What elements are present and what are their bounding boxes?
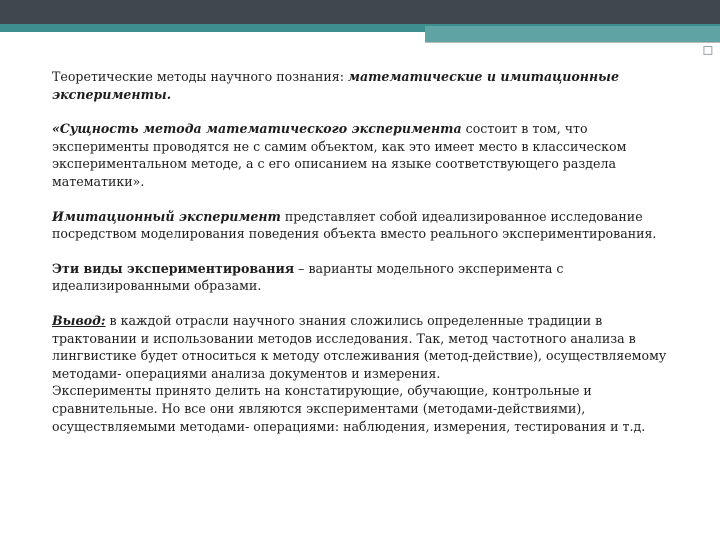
paragraph-experiment-types	[52, 260, 682, 295]
classification-text: Эксперименты принято делить на констатирующие, обучающие, контрольные и сравнительные. Но все они являются экспериментами (методами-действиями), осуществляемыми методами- операциями: наблюдения, измерения, тестирования и т.д.	[52, 383, 646, 434]
simulation-experiment-term: Имитационный эксперимент	[52, 208, 281, 224]
math-experiment-term: «Сущность метода математического эксперимента	[52, 121, 462, 137]
paragraph-classification	[52, 382, 682, 435]
corner-marker-icon: ▫	[701, 39, 715, 60]
experiment-types-term: Эти виды экспериментирования	[52, 260, 295, 276]
paragraph-conclusion	[52, 312, 682, 382]
slide-content	[52, 68, 682, 435]
paragraph-simulation-experiment	[52, 208, 682, 243]
conclusion-text: в каждой отрасли научного знания сложились определенные традиции в трактовании и использовании методов исследования. Так, метод частотного анализа в лингвистике будет относиться к методу отслеживания (метод-действие), осуществляемому методами- операциями анализа документов и измерения.	[52, 312, 667, 381]
methods-intro: Теоретические методы научного познания:	[52, 69, 348, 84]
accent-notch-line	[425, 42, 720, 43]
header-band	[0, 0, 720, 24]
accent-notch	[425, 26, 720, 42]
simulation-experiment-definition: представляет собой идеализированное исследование посредством моделирования поведения объекта вместо реального экспериментирования.	[52, 208, 657, 242]
methods-emphasis: математические и имитационные эксперименты.	[52, 69, 619, 102]
math-experiment-definition: состоит в том, что эксперименты проводятся не с самим объектом, как это имеет место в классическом экспериментальном методе, а с его описанием на языке соответствующего раздела математики».	[52, 121, 627, 189]
experiment-types-definition: – варианты модельного эксперимента с идеализированными образами.	[52, 260, 564, 294]
conclusion-label: Вывод:	[52, 312, 106, 328]
paragraph-math-experiment	[52, 120, 682, 190]
paragraph-methods	[52, 68, 682, 103]
